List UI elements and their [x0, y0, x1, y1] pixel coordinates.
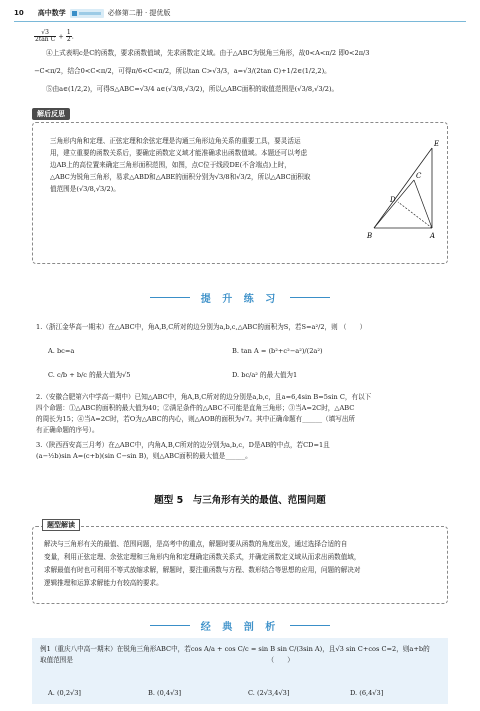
page-header	[14, 6, 466, 20]
logo-icon	[70, 9, 104, 18]
label-d: D	[390, 196, 396, 204]
solution-line-3: ⑤由a∈(1/2,2)，可得S△ABC=√3/4 a∈(√3/8,√3/2)，所以△ABC面积的取值范围是(√3/8,√3/2)。	[46, 85, 339, 93]
q1-option-a: A. bc=a	[48, 347, 75, 355]
q1-option-c: C. c/b + b/c 的最大值为√5	[48, 371, 131, 379]
page-number: 10	[14, 9, 24, 17]
q1-option-b: B. tan A = (b²+c²−a²)/(2a²)	[232, 347, 323, 355]
triangle-figure	[366, 130, 446, 255]
book-title: 高中数学	[37, 9, 66, 17]
ex1-option-d: D. (6,4√3]	[350, 689, 384, 697]
reflection-line: 值范围是(√3/8,√3/2)。	[50, 185, 120, 193]
book-subtitle: 必修第二册 · 提优版	[107, 9, 171, 17]
q1-option-d: D. bc/a² 的最大值为1	[232, 371, 298, 379]
title-decor-right	[290, 625, 330, 626]
interpretation-text	[44, 538, 440, 590]
interpretation-line: 逻辑推理和运算求解能力有较高的要求。	[44, 579, 163, 587]
solution-line-0: $\frac{√3}{\text{2tan C}}$ + $\frac{1}{2}$ .	[35, 29, 74, 43]
examples-title: 经 典 剖 析	[200, 622, 280, 633]
reflection-text	[50, 135, 380, 195]
q3-line: 3.（陕西西安高三月考）在△ABC中，内角A,B,C所对的边分别为a,b,c，D是AB的中点，若CD=1且	[36, 441, 330, 449]
example-1-line: 例1（重庆八中高一期末）在锐角三角形ABC中，若cos A/a + cos C/c = sin B sin C/(3sin A)，且√3 sin C+cos C=2，则a+b的	[40, 645, 430, 653]
question-1: 1.（浙江金华高一期末）在△ABC中，角A,B,C所对的边分别为a,b,c,△ABC的面积为S，若S=a²/2，则 （ ）	[36, 323, 367, 331]
interpretation-tag: 题型解读	[42, 519, 80, 531]
practice-title: 提 升 练 习	[200, 294, 280, 305]
label-c: C	[416, 172, 422, 180]
ex1-option-b: B. (0,4√3]	[148, 689, 182, 697]
solution-line-2: −C<π/2，结合0<C<π/2，可得π/6<C<π/2，所以tan C>√3/3，a=√3/(2tan C)+1/2∈(1/2,2)。	[34, 67, 331, 75]
label-a: A	[430, 232, 436, 240]
title-decor-right	[290, 297, 330, 298]
reflection-tag: 解后反思	[32, 108, 70, 120]
q2-line: 2.（安徽合肥第六中学高一期中）已知△ABC中，角A,B,C所对的边分别是a,b,c，且a=6,4sin B=5sin C，有以下	[36, 393, 372, 401]
reflection-line: 用，建立重要的函数关系后，要确定函数定义域才能准确求出函数值域。本题还可以考虑	[50, 149, 308, 157]
ex1-option-c: C. (2√3,4√3]	[248, 689, 290, 697]
fraction: $\frac{1}{2}$	[66, 29, 71, 43]
fraction: $\frac{√3}{\text{2tan C}}$	[35, 29, 56, 43]
reflection-line: 边AB上的高位置来确定三角形面积范围，如图，点C位于线段DE(不含端点)上时，	[50, 161, 291, 169]
question-2	[36, 392, 440, 436]
solution-line-1: ④上式表明c是C的函数，要求函数值域，先求函数定义域。由于△ABC为锐角三角形，故0<A<π/2 即0<2π/3	[46, 49, 370, 57]
label-e: E	[434, 140, 440, 148]
q2-line: 四个命题：①△ABC的面积的最大值为40；②满足条件的△ABC不可能是直角三角形；③当A=2C时，△ABC	[36, 404, 355, 412]
ex1-option-a: A. (0,2√3]	[48, 689, 81, 697]
interpretation-line: 变量，利用正弦定理、余弦定理和三角形内角和定理确定函数关系式，并确定函数定义域从而求出函数值域，	[44, 553, 361, 561]
q2-line: 有正确命题的序号）。	[36, 426, 99, 434]
section5-title: 题型 5 与三角形有关的最值、范围问题	[154, 495, 326, 506]
segment-be	[374, 148, 432, 228]
segment-bc	[374, 180, 414, 228]
interpretation-line: 求解最值有时也可利用不等式放缩求解，解题时，要注重函数与方程、数形结合等思想的应用，问题的解决对	[44, 566, 361, 574]
q3-line: (a−½b)sin A=(c+b)(sin C−sin B)，则△ABC面积的最大值是______。	[36, 452, 252, 460]
header-divider	[14, 21, 466, 22]
reflection-line: 三角形内角和定理、正弦定理和余弦定理是沟通三角形边角关系的重要工具，要灵活运	[50, 137, 301, 145]
q2-line: 的周长为15；④当A=2C时，若O为△ABC的内心，则△AOB的面积为√7。其中正确命题有______（填写出所	[36, 415, 356, 423]
header-logo	[70, 9, 104, 18]
reflection-line: △ABC为锐角三角形，易求△ABD和△ABE的面积分别为√3/8和√3/2，所以△ABC面积取	[50, 173, 311, 181]
label-b: B	[367, 232, 373, 240]
interpretation-line: 解决与三角形有关的最值、范围问题，是高考中的重点，解题时要从函数的角度出发，通过选择合适的自	[44, 540, 348, 548]
example-1	[40, 644, 440, 666]
question-3	[36, 440, 440, 462]
example-1-line: 取值范围是 （ ）	[40, 656, 294, 664]
